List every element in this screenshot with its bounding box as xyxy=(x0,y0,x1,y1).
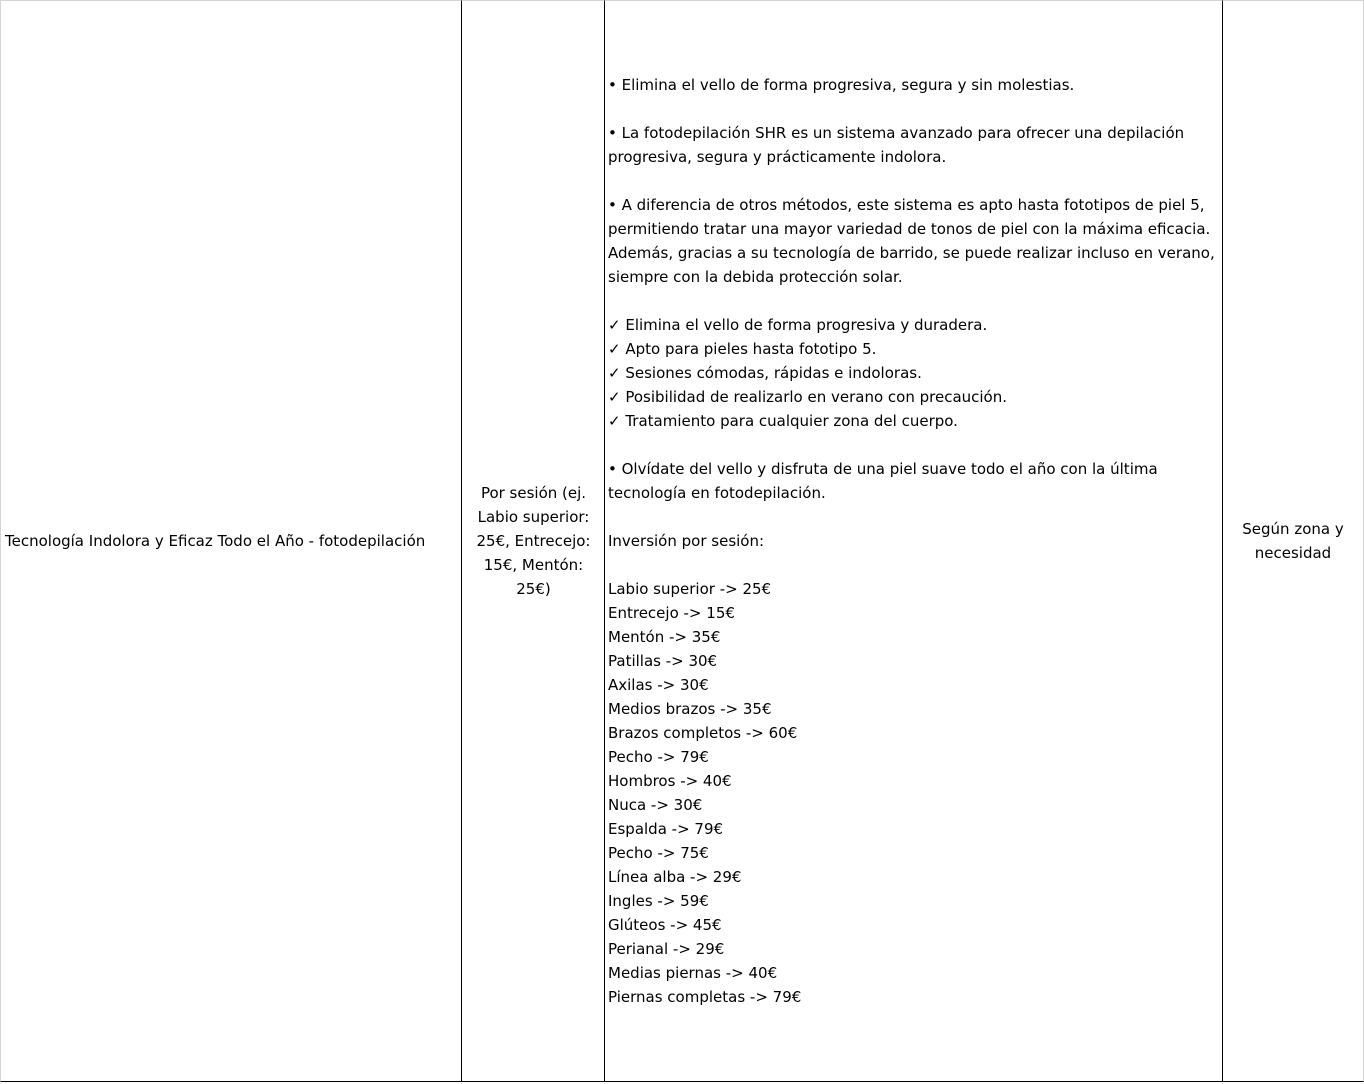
cell-price-summary[interactable] xyxy=(461,0,605,1082)
closing-paragraph: • Olvídate del vello y disfruta de una piel suave todo el año con la última tecnología en fotodepilación. xyxy=(608,460,1158,502)
price-line: Por sesión (ej. xyxy=(480,484,587,502)
price-item: Medios brazos -> 35€ xyxy=(608,700,772,718)
price-item: Espalda -> 79€ xyxy=(608,820,724,838)
investment-title: Inversión por sesión: xyxy=(608,532,765,550)
duration-line: Según zona y xyxy=(1242,520,1344,538)
cell-treatment-name[interactable] xyxy=(0,0,462,1082)
check-item: ✓ Sesiones cómodas, rápidas e indoloras. xyxy=(608,364,922,382)
price-item: Hombros -> 40€ xyxy=(608,772,732,790)
bullet-paragraph: • A diferencia de otros métodos, este sistema es apto hasta fototipos de piel 5, permitiendo tratar una mayor variedad de tonos de piel con la máxima eficacia. Además, gracias a su tecnología de barrido, se puede realizar incluso en verano, siempre con la debida protección solar. xyxy=(608,196,1215,286)
price-item: Glúteos -> 45€ xyxy=(608,916,722,934)
price-item: Patillas -> 30€ xyxy=(608,652,718,670)
price-summary xyxy=(466,481,601,601)
price-item: Pecho -> 79€ xyxy=(608,748,709,766)
price-item: Axilas -> 30€ xyxy=(608,676,709,694)
price-item: Entrecejo -> 15€ xyxy=(608,604,735,622)
check-item: ✓ Elimina el vello de forma progresiva y duradera. xyxy=(608,316,988,334)
check-item: ✓ Tratamiento para cualquier zona del cuerpo. xyxy=(608,412,958,430)
cell-description[interactable] xyxy=(604,0,1223,1082)
price-item: Ingles -> 59€ xyxy=(608,892,709,910)
price-item: Perianal -> 29€ xyxy=(608,940,725,958)
price-item: Medias piernas -> 40€ xyxy=(608,964,778,982)
check-item: ✓ Apto para pieles hasta fototipo 5. xyxy=(608,340,877,358)
price-item: Nuca -> 30€ xyxy=(608,796,703,814)
price-item: Línea alba -> 29€ xyxy=(608,868,742,886)
price-line: 25€, Entrecejo: xyxy=(476,532,591,550)
price-item: Brazos completos -> 60€ xyxy=(608,724,798,742)
price-item: Piernas completas -> 79€ xyxy=(608,988,802,1006)
description-text xyxy=(608,73,1219,1009)
bullet-paragraph: • Elimina el vello de forma progresiva, segura y sin molestias. xyxy=(608,76,1075,94)
price-line: Labio superior: xyxy=(477,508,590,526)
price-item: Labio superior -> 25€ xyxy=(608,580,772,598)
duration-line: necesidad xyxy=(1254,544,1332,562)
bullet-paragraph: • La fotodepilación SHR es un sistema avanzado para ofrecer una depilación progresiva, segura y prácticamente indolora. xyxy=(608,124,1185,166)
price-item: Pecho -> 75€ xyxy=(608,844,709,862)
treatment-name: Tecnología Indolora y Eficaz Todo el Año - fotodepilación xyxy=(5,532,426,550)
cell-duration[interactable] xyxy=(1222,0,1364,1082)
price-line: 15€, Mentón: 25€) xyxy=(483,556,584,598)
duration-text xyxy=(1242,517,1343,565)
price-item: Mentón -> 35€ xyxy=(608,628,721,646)
check-item: ✓ Posibilidad de realizarlo en verano con precaución. xyxy=(608,388,1008,406)
